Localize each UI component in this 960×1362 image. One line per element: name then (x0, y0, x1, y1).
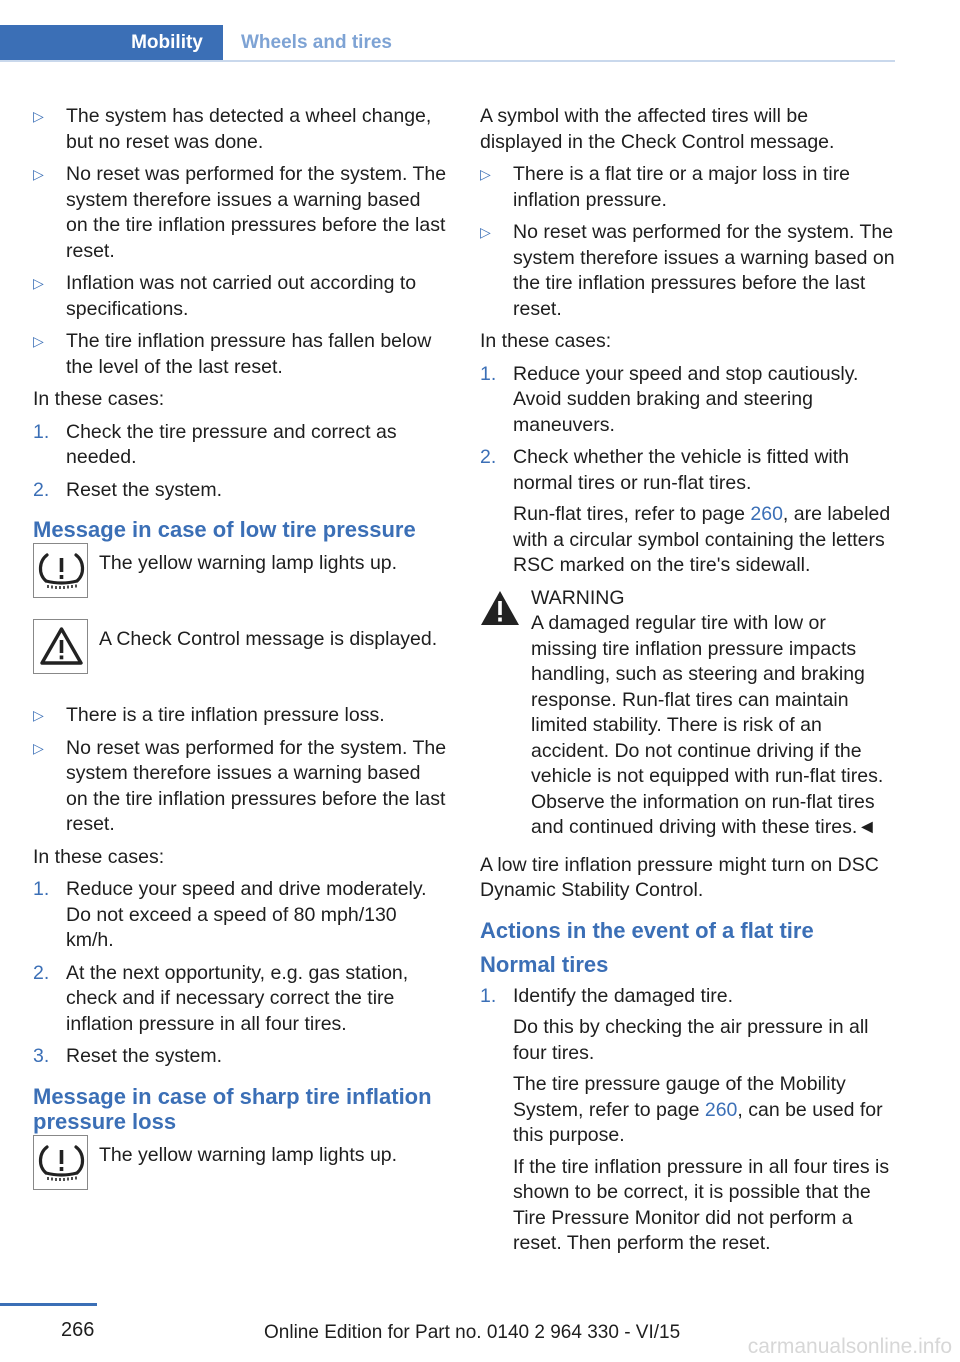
list-item: 1. Check the tire pressure and correct as needed. (33, 420, 397, 468)
section-heading: Actions in the event of a flat tire (480, 917, 814, 943)
page-link[interactable]: 260 (704, 1098, 738, 1121)
page-number-rule (0, 1303, 97, 1306)
list-subparagraph: Run-flat tires, refer to page 260, are labeled with a circular symbol containing the letters RSC marked on the tire's sidewall. (513, 503, 891, 576)
left-column (33, 104, 447, 1219)
bullet-list (33, 703, 447, 838)
numbered-list (480, 984, 895, 1257)
list-item: 1. Identify the damaged tire. Do this by checking the air pressure in all four tires. The tire pressure gauge of the Mobility System, refer to page 260, can be used for this purpose. If the tire inflation pressure in all four tires is shown to be correct, it is possible that the Tire Pressure Monitor did not perform a reset. Then perform the reset. (480, 984, 895, 1257)
paragraph: In these cases: (480, 330, 612, 352)
bullet-icon: ▷ (33, 275, 44, 291)
list-subparagraph: Do this by checking the air pressure in all four tires. (513, 1016, 869, 1064)
header-rule (0, 60, 895, 62)
lamp-text: The yellow warning lamp lights up. (99, 1143, 398, 1166)
page-header (0, 25, 895, 62)
lamp-text: The yellow warning lamp lights up. (99, 552, 398, 574)
list-item: ▷ No reset was performed for the system. The system therefore issues a warning based on the tire inflation pressures before the last reset. (33, 163, 447, 262)
list-item: 2. Check whether the vehicle is fitted with normal tires or run-flat tires. Run-flat tires, refer to page 260, are labeled with a circular symbol containing the letters RSC marked on the tire's sidewall. (480, 445, 895, 579)
list-item: ▷ No reset was performed for the system. The system therefore issues a warning based on the tire inflation pressures before the last reset. (33, 736, 447, 835)
bullet-icon: ▷ (480, 224, 491, 240)
numbered-list (480, 362, 895, 579)
list-item: ▷ There is a flat tire or a major loss in tire inflation pressure. (480, 163, 851, 211)
page-number: 266 (61, 1319, 95, 1341)
watermark: carmanualsonline.info (747, 1335, 952, 1358)
list-item: 1. Reduce your speed and drive moderately. Do not exceed a speed of 80 mph/130 km/h. (33, 878, 427, 951)
right-column (480, 104, 895, 1264)
paragraph: A low tire inflation pressure might turn on DSC Dynamic Stability Control. (480, 853, 879, 901)
subsection-heading: Normal tires (480, 951, 609, 977)
bullet-icon: ▷ (33, 707, 44, 723)
paragraph: A symbol with the affected tires will be displayed in the Check Control message. (480, 105, 835, 153)
subsection-title: Wheels and tires (241, 32, 392, 53)
list-subparagraph: The tire pressure gauge of the Mobility System, refer to page 260, can be used for this purpose. (513, 1073, 883, 1146)
page-link[interactable]: 260 (750, 503, 783, 525)
numbered-list (33, 420, 447, 504)
bullet-icon: ▷ (33, 108, 44, 124)
list-item: ▷ There is a tire inflation pressure loss. (33, 703, 447, 729)
indicator-row (33, 1143, 447, 1200)
list-item: ▷ The tire inflation pressure has fallen below the level of the last reset. (33, 330, 432, 378)
list-item: ▷ The system has detected a wheel change, but no reset was done. (33, 105, 432, 153)
numbered-list (33, 877, 447, 1070)
list-item: 1. Reduce your speed and stop cautiously. Avoid sudden braking and steering maneuvers. (480, 362, 859, 436)
list-subparagraph: If the tire inflation pressure in all four tires is shown to be correct, it is possible that the Tire Pressure Monitor did not perform a reset. Then perform the reset. (513, 1155, 890, 1254)
bullet-list (33, 104, 447, 380)
section-heading: Message in case of low tire pressure (33, 517, 416, 542)
list-item: 2. At the next opportunity, e.g. gas station, check and if necessary correct the tire inflation pressure in all four tires. (33, 961, 409, 1035)
list-item: ▷ No reset was performed for the system. The system therefore issues a warning based on the tire inflation pressures before the last reset. (480, 221, 895, 320)
paragraph: In these cases: (33, 845, 165, 868)
warning-title: WARNING (531, 586, 625, 609)
tire-pressure-warning-icon (33, 1135, 88, 1190)
check-control-text: A Check Control message is displayed. (99, 628, 438, 650)
bullet-icon: ▷ (33, 739, 44, 756)
bullet-icon: ▷ (33, 333, 44, 349)
section-heading: Message in case of sharp tire inflation pressure loss (33, 1083, 432, 1134)
list-item: 3. Reset the system. (33, 1045, 223, 1067)
section-title: Mobility (131, 32, 203, 53)
list-item: 2. Reset the system. (33, 478, 223, 501)
warning-block (480, 586, 895, 841)
bullet-icon: ▷ (33, 166, 44, 182)
edition-note: Online Edition for Part no. 0140 2 964 330 - VI/15 (264, 1322, 681, 1343)
warning-text: A damaged regular tire with low or missing tire inflation pressure impacts handling, such as steering and braking response. Run-flat tires can maintain limited stability. There is risk of an accident. Do not continue driving if the vehicle is not equipped with run-flat tires. Observe the information on run-flat tires and continued driving with these tires.◄ (531, 612, 884, 838)
warning-triangle-icon (33, 619, 88, 674)
bullet-list (480, 162, 895, 322)
indicator-row (33, 551, 447, 608)
indicator-row (33, 627, 447, 684)
warning-icon (480, 590, 520, 626)
list-item: ▷ Inflation was not carried out according to specifications. (33, 272, 417, 320)
tire-pressure-warning-icon (33, 543, 88, 598)
paragraph: In these cases: (33, 388, 165, 410)
bullet-icon: ▷ (480, 166, 491, 182)
